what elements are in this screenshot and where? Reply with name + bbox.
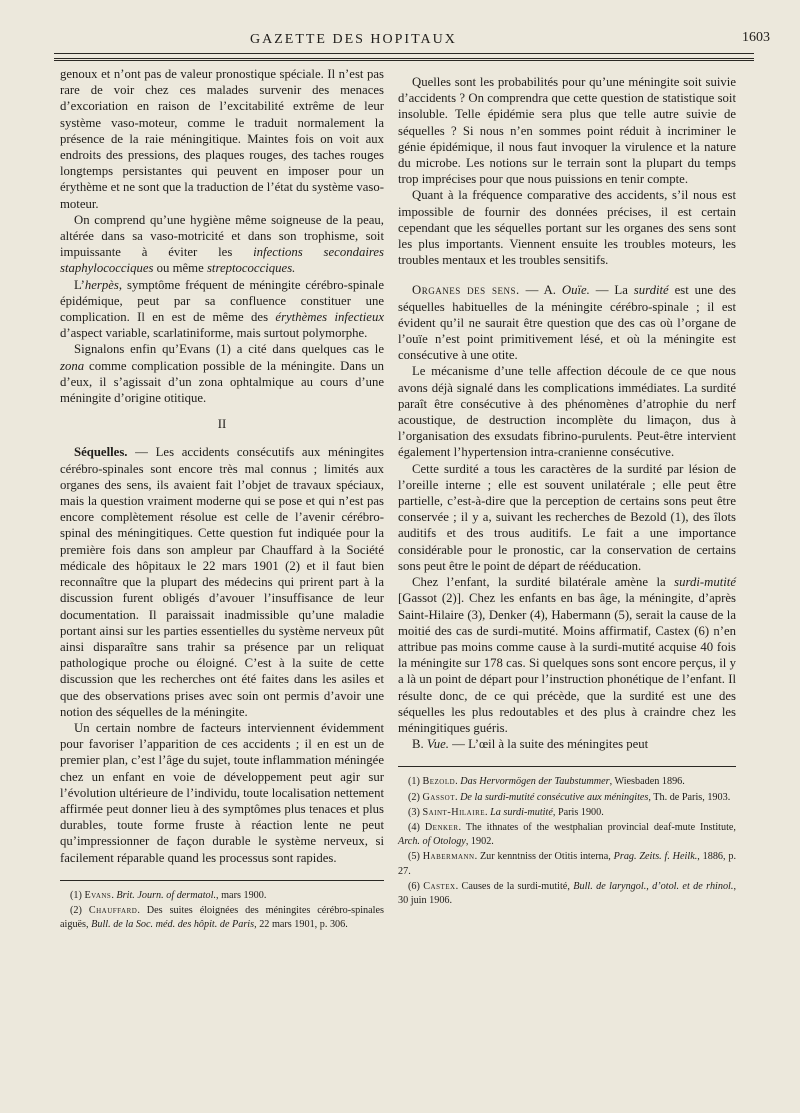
paragraph: Le mécanisme d’une telle affection découle de ce que nous avons déjà signalé dans les complications immédiates. La surdité paraît être consécutive à des phénomènes d’atrophie du nerf acoustique, de destruction incomplète du limaçon, dus à l’organisation des exsudats fibrino-purulents. Peut-être intervient également l’hypertension intra-cranienne consécutive.: [398, 364, 736, 460]
footnote: (5) Habermann. Zur kenntniss der Otitis interna, Prag. Zeits. f. Heilk., 1886, p. 27.: [398, 851, 736, 877]
section-heading: Organes des sens.: [412, 283, 520, 298]
running-head: [0, 30, 800, 54]
paragraph: Signalons enfin qu’Evans (1) a cité dans quelques cas le zona comme complication possible de la méningite. Dans un d’eux, il s’agissait d’un zona ophtalmique au cours d’une méningite d’origine otitique.: [60, 342, 384, 406]
footnote: (1) Bezold. Das Hervormögen der Taubstummer, Wiesbaden 1896.: [408, 776, 685, 788]
footnote: (4) Denker. The ithnates of the westphalian provincial deaf-mute Institute, Arch. of Otology, 1902.: [398, 821, 736, 848]
header-rule: [54, 53, 754, 54]
section-paragraph: Séquelles. — Les accidents consécutifs aux méningites cérébro-spinales sont encore très mal connus ; limités aux organes des sens, ils avaient fait l’objet de travaux spéciaux, mais la question vraiment moderne qui se pose et qui n’est pas encore complètement résolue est celle de l’avenir cérébro-spinal des méningitiques. Cette question fut indiquée pour la première fois dans son ampleur par Chauffard à la Société médicale des hôpitaux le 22 mars 1901 (2) et il faut bien reconnaître que la plupart des médecins qui prirent part à la discussion furent obligés d’avouer l’insuffisance de leur documentation. Il paraissait inadmissible qu’une maladie portant ainsi sur les parties essentielles du système nerveux pût ainsi disparaître sans trahir sa présence par un reliquat pathologique proche ou éloigné. C’est à la suite de cette discussion que les recherches ont été faites dans les asiles et que des observations prises avec soin ont permis d’avoir une notion des séquelles de la méningite.: [60, 445, 384, 719]
paragraph: Quelles sont les probabilités pour qu’une méningite soit suivie d’accidents ? On comprendra que cette question de statistique soit insoluble. Telle épidémie sera plus que telle autre suivie de séquelles ? Si nous n’en sommes point réduit à incriminer le génie épidémique, il nous faut invoquer la virulence et la nature du microbe. Les notions sur le terrain sont la plupart du temps trop imprécises pour que nous puissions en tenir compte.: [398, 75, 736, 187]
paragraph: B. Vue. — L’œil à la suite des méningites peut: [412, 737, 649, 752]
footnote: (2) Gassot. De la surdi-mutité consécutive aux méningites, Th. de Paris, 1903.: [408, 791, 731, 803]
section-paragraph: Organes des sens. — A. Ouïe. — La surdité est une des séquelles habituelles de la méningite cérébro-spinale ; il est évident qu’il ne saurait être question que des cas où l’organe de l’ouïe n’est point primitivement lésé, et où la méningite est consécutive à une otite.: [398, 283, 736, 363]
footnote: (3) Saint-Hilaire. La surdi-mutité, Paris 1900.: [408, 806, 604, 818]
footnote: (1) Evans. Brit. Journ. of dermatol., mars 1900.: [70, 889, 267, 901]
right-column: [398, 74, 736, 909]
footnote-rule: [60, 880, 384, 881]
section-heading: Séquelles.: [74, 445, 128, 460]
left-column: [60, 66, 384, 933]
paragraph: L’herpès, symptôme fréquent de méningite cérébro-spinale épidémique, peut par sa confluence constituer une complication. Il en est de même des érythèmes infectieux d’aspect variable, scarlatiniforme, mais surtout polymorphe.: [60, 277, 385, 341]
footnotes: [60, 889, 384, 933]
paragraph: Chez l’enfant, la surdité bilatérale amène la surdi-mutité [Gassot (2)]. Chez les enfants en bas âge, la méningite, d’après Saint-Hilaire (3), Denker (4), Habermann (5), serait la cause de la moitié des cas de surdi-mutité. Moins affirmatif, Castex (6) n’en attribue pas moins comme cause à la surdi-mutité acquise 40 fois la méningite sur 178 cas. Si quelques sons sont encore perçus, il y a là un point de départ pour l’instruction phonétique de l’enfant. Il résulte donc, de ce qui précède, que la surdité est une des séquelles les plus redoutables et des plus à craindre chez les méningitiques guéris.: [398, 575, 736, 735]
footnote: (2) Chauffard. Des suites éloignées des méningites cérébro-spinales aiguës, Bull. de la Soc. méd. des hôpit. de Paris, 22 mars 1901, p. 306.: [60, 904, 384, 931]
paragraph: Un certain nombre de facteurs interviennent évidemment pour favoriser l’apparition de ces accidents ; il en est un de premier plan, c’est l’âge du sujet, toute inflammation méningée chez un enfant en voie de développement peut agir sur l’évolution ultérieure de l’individu, toute localisation nettement affirmée peut donner lieu à des symptômes plus tenaces et plus durables, toute forme fruste à réaction lente ne peut qu’impressionner de façon durable le système nerveux, si facilement réparable quand les processus sont rapides.: [60, 720, 384, 865]
journal-title: GAZETTE DES HOPITAUX: [250, 32, 457, 47]
paragraph: Quant à la fréquence comparative des accidents, s’il nous est impossible de fournir des données précises, il est certain cependant que les séquelles portant sur les organes des sens sont les plus importants. Viennent ensuite les troubles moteurs, les troubles mentaux et les troubles sensitifs.: [398, 188, 736, 268]
paragraph: On comprend qu’une hygiène même soigneuse de la peau, altérée dans sa vaso-motricité et dans son trophisme, soit impuissante à éviter les infections secondaires staphylococciques ou même streptococciques.: [60, 212, 384, 276]
paragraph: Cette surdité a tous les caractères de la surdité par lésion de l’oreille interne ; elle est souvent unilatérale ; elle peut être partielle, c’est-à-dire que la perception de certains sons peut être conservée ; il y a, suivant les recherches de Bezold (1), des îlots auditifs et des trous auditifs. Le fait a une importance considérable pour le pronostic, car la conservation de certains sons peut être le point de départ de rééducation.: [398, 461, 736, 573]
footnote: (6) Castex. Causes de la surdi-mutité, Bull. de laryngol., d’otol. et de rhinol., 30 juin 1906.: [398, 880, 736, 906]
paragraph: genoux et n’ont pas de valeur pronostique spéciale. Il n’est pas rare de voir chez ces malades survenir des menaces d’excoriation en raison de l’excitabilité extrême de leur système vaso-moteur, comme le traduit normalement la présence de la raie méningitique. Maintes fois on voit aux endroits des pressions, des plaques rouges, des taches rouges longtemps persistantes qui peuvent en imposer pour un érythème et ne sont que la traduction de l’état du système vaso-moteur.: [60, 67, 384, 211]
section-number: II: [217, 417, 227, 432]
footnotes: [398, 775, 736, 908]
header-double-rule: [54, 58, 754, 61]
footnote-rule: [398, 766, 736, 767]
page-number: 1603: [742, 30, 770, 45]
